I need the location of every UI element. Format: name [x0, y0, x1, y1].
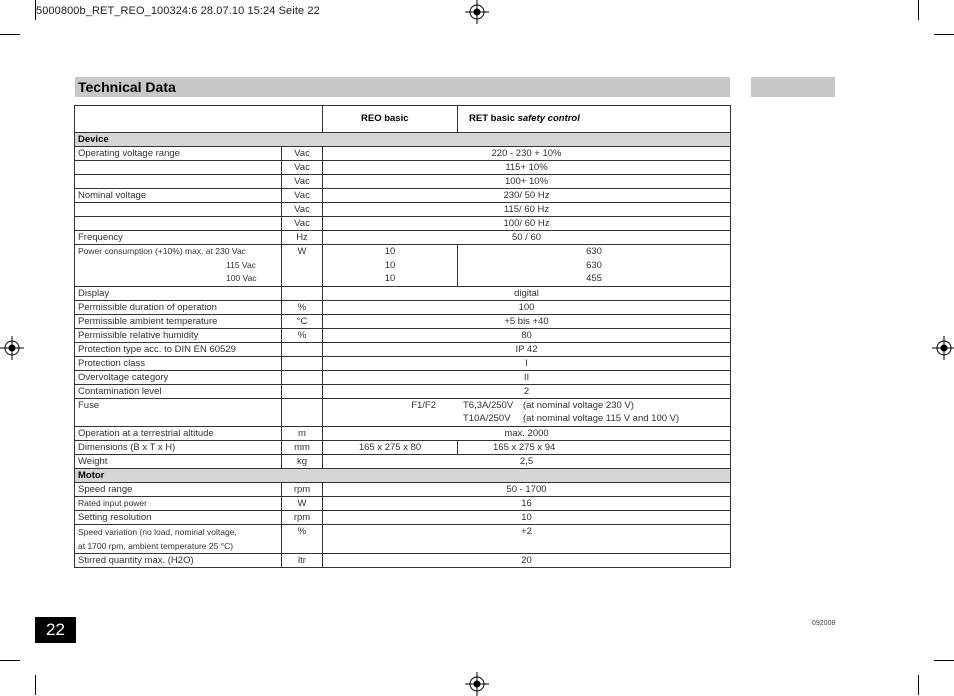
row-label: Permissible relative humidity	[75, 328, 282, 342]
row-unit	[282, 342, 323, 356]
row-unit	[282, 384, 323, 398]
table-row	[75, 356, 731, 370]
table-row	[75, 175, 731, 189]
crop-mark	[918, 0, 919, 20]
row-unit: m	[282, 426, 323, 440]
table-row	[75, 510, 731, 524]
crop-mark	[934, 34, 954, 35]
row-value: I	[323, 356, 731, 370]
row-value: 220 - 230 + 10%	[323, 147, 731, 161]
row-unit: Vac	[282, 175, 323, 189]
row-value-fuse: F1/F2 T6,3A/250V (at nominal voltage 230 V) T10A/250V (at nominal voltage 115 V and 100 V)	[323, 398, 731, 426]
crop-mark	[934, 660, 954, 661]
row-label: Rated input power	[75, 496, 282, 510]
technical-data-table	[74, 105, 731, 568]
document-code: 092008	[812, 620, 836, 627]
header-empty-cell	[75, 106, 323, 133]
row-label	[75, 161, 282, 175]
row-unit: ltr	[282, 553, 323, 567]
row-unit: Hz	[282, 231, 323, 245]
table-row	[75, 454, 731, 468]
row-value-reo: 165 x 275 x 80	[323, 440, 458, 454]
table-row	[75, 189, 731, 203]
table-row	[75, 440, 731, 454]
table-header-row	[75, 106, 731, 133]
crop-mark	[0, 660, 20, 661]
page-title: Technical Data	[78, 79, 176, 95]
row-label: Operation at a terrestrial altitude	[75, 426, 282, 440]
crop-mark	[35, 675, 36, 695]
row-value: 100/ 60 Hz	[323, 217, 731, 231]
table-row	[75, 328, 731, 342]
section-title-bar	[75, 77, 730, 97]
print-header: 5000800b_RET_REO_100324:6 28.07.10 15:24 Seite 22	[36, 5, 320, 17]
row-label: Display	[75, 286, 282, 300]
row-unit: W	[282, 496, 323, 510]
table-row	[75, 482, 731, 496]
table-row	[75, 161, 731, 175]
row-value: 20	[323, 553, 731, 567]
table-row	[75, 286, 731, 300]
row-label: Permissible ambient temperature	[75, 314, 282, 328]
row-value: 16	[323, 496, 731, 510]
row-label: Operating voltage range	[75, 147, 282, 161]
row-unit	[282, 398, 323, 426]
row-value: 10	[323, 510, 731, 524]
side-tab-bar	[751, 77, 835, 97]
row-value-reo: 10 10 10	[323, 245, 458, 287]
crop-mark	[918, 675, 919, 695]
row-value: 230/ 50 Hz	[323, 189, 731, 203]
row-value: II	[323, 370, 731, 384]
row-value: +2	[323, 524, 731, 553]
row-label: Contamination level	[75, 384, 282, 398]
row-value: digital	[323, 286, 731, 300]
row-unit	[282, 356, 323, 370]
section-label-device: Device	[75, 133, 731, 147]
table-row-fuse	[75, 398, 731, 426]
row-unit: Vac	[282, 161, 323, 175]
row-unit: °C	[282, 314, 323, 328]
row-value: 2,5	[323, 454, 731, 468]
row-value: 50 / 60	[323, 231, 731, 245]
crop-mark	[0, 34, 20, 35]
row-unit: Vac	[282, 147, 323, 161]
row-value: 80	[323, 328, 731, 342]
row-unit: mm	[282, 440, 323, 454]
column-header-ret: RET basic safety control	[458, 106, 731, 133]
registration-mark-icon	[0, 336, 24, 360]
row-value: 50 - 1700	[323, 482, 731, 496]
table-row	[75, 314, 731, 328]
row-unit: %	[282, 300, 323, 314]
table-row	[75, 203, 731, 217]
row-label: Fuse	[75, 398, 282, 426]
table-row	[75, 370, 731, 384]
column-header-reo: REO basic	[323, 106, 458, 133]
table-row	[75, 496, 731, 510]
row-label: Speed range	[75, 482, 282, 496]
row-label: Overvoltage category	[75, 370, 282, 384]
row-value: 115/ 60 Hz	[323, 203, 731, 217]
registration-mark-icon	[465, 0, 489, 24]
row-label: Protection class	[75, 356, 282, 370]
row-label: Protection type acc. to DIN EN 60529	[75, 342, 282, 356]
row-value: +5 bis +40	[323, 314, 731, 328]
row-value: 115+ 10%	[323, 161, 731, 175]
row-label: Power consumption (+10%) max. at 230 Vac 115 Vac 100 Vac	[75, 245, 282, 287]
row-value: IP 42	[323, 342, 731, 356]
row-label: Setting resolution	[75, 510, 282, 524]
row-label	[75, 203, 282, 217]
section-row-device	[75, 133, 731, 147]
page-number: 22	[35, 617, 76, 643]
row-label	[75, 175, 282, 189]
registration-mark-icon	[465, 672, 489, 696]
row-unit: Vac	[282, 189, 323, 203]
row-label: Stirred quantity max. (H2O)	[75, 553, 282, 567]
row-unit: Vac	[282, 217, 323, 231]
row-unit: rpm	[282, 482, 323, 496]
row-unit: W	[282, 245, 323, 287]
row-unit	[282, 370, 323, 384]
row-label: Weight	[75, 454, 282, 468]
row-label: Frequency	[75, 231, 282, 245]
table-row	[75, 231, 731, 245]
table-row	[75, 147, 731, 161]
row-unit	[282, 286, 323, 300]
row-label	[75, 217, 282, 231]
row-value: max. 2000	[323, 426, 731, 440]
row-label: Permissible duration of operation	[75, 300, 282, 314]
row-label: Nominal voltage	[75, 189, 282, 203]
table-row-speed-variation	[75, 524, 731, 553]
registration-mark-icon	[932, 336, 954, 360]
row-label: Dimensions (B x T x H)	[75, 440, 282, 454]
row-unit: %	[282, 328, 323, 342]
row-value: 100+ 10%	[323, 175, 731, 189]
row-unit: kg	[282, 454, 323, 468]
table-row	[75, 300, 731, 314]
row-value-ret: 630 630 455	[458, 245, 731, 287]
table-row	[75, 384, 731, 398]
section-row-motor	[75, 468, 731, 482]
row-unit: Vac	[282, 203, 323, 217]
table-row	[75, 426, 731, 440]
row-label: Speed variation (no load, nominal voltage, at 1700 rpm, ambient temperature 25 °C)	[75, 524, 282, 553]
table-row	[75, 553, 731, 567]
row-value-ret: 165 x 275 x 94	[458, 440, 731, 454]
row-value: 100	[323, 300, 731, 314]
row-unit: rpm	[282, 510, 323, 524]
table-row-power	[75, 245, 731, 287]
table-row	[75, 217, 731, 231]
section-label-motor: Motor	[75, 468, 731, 482]
table-row	[75, 342, 731, 356]
row-value: 2	[323, 384, 731, 398]
row-unit: %	[282, 524, 323, 553]
